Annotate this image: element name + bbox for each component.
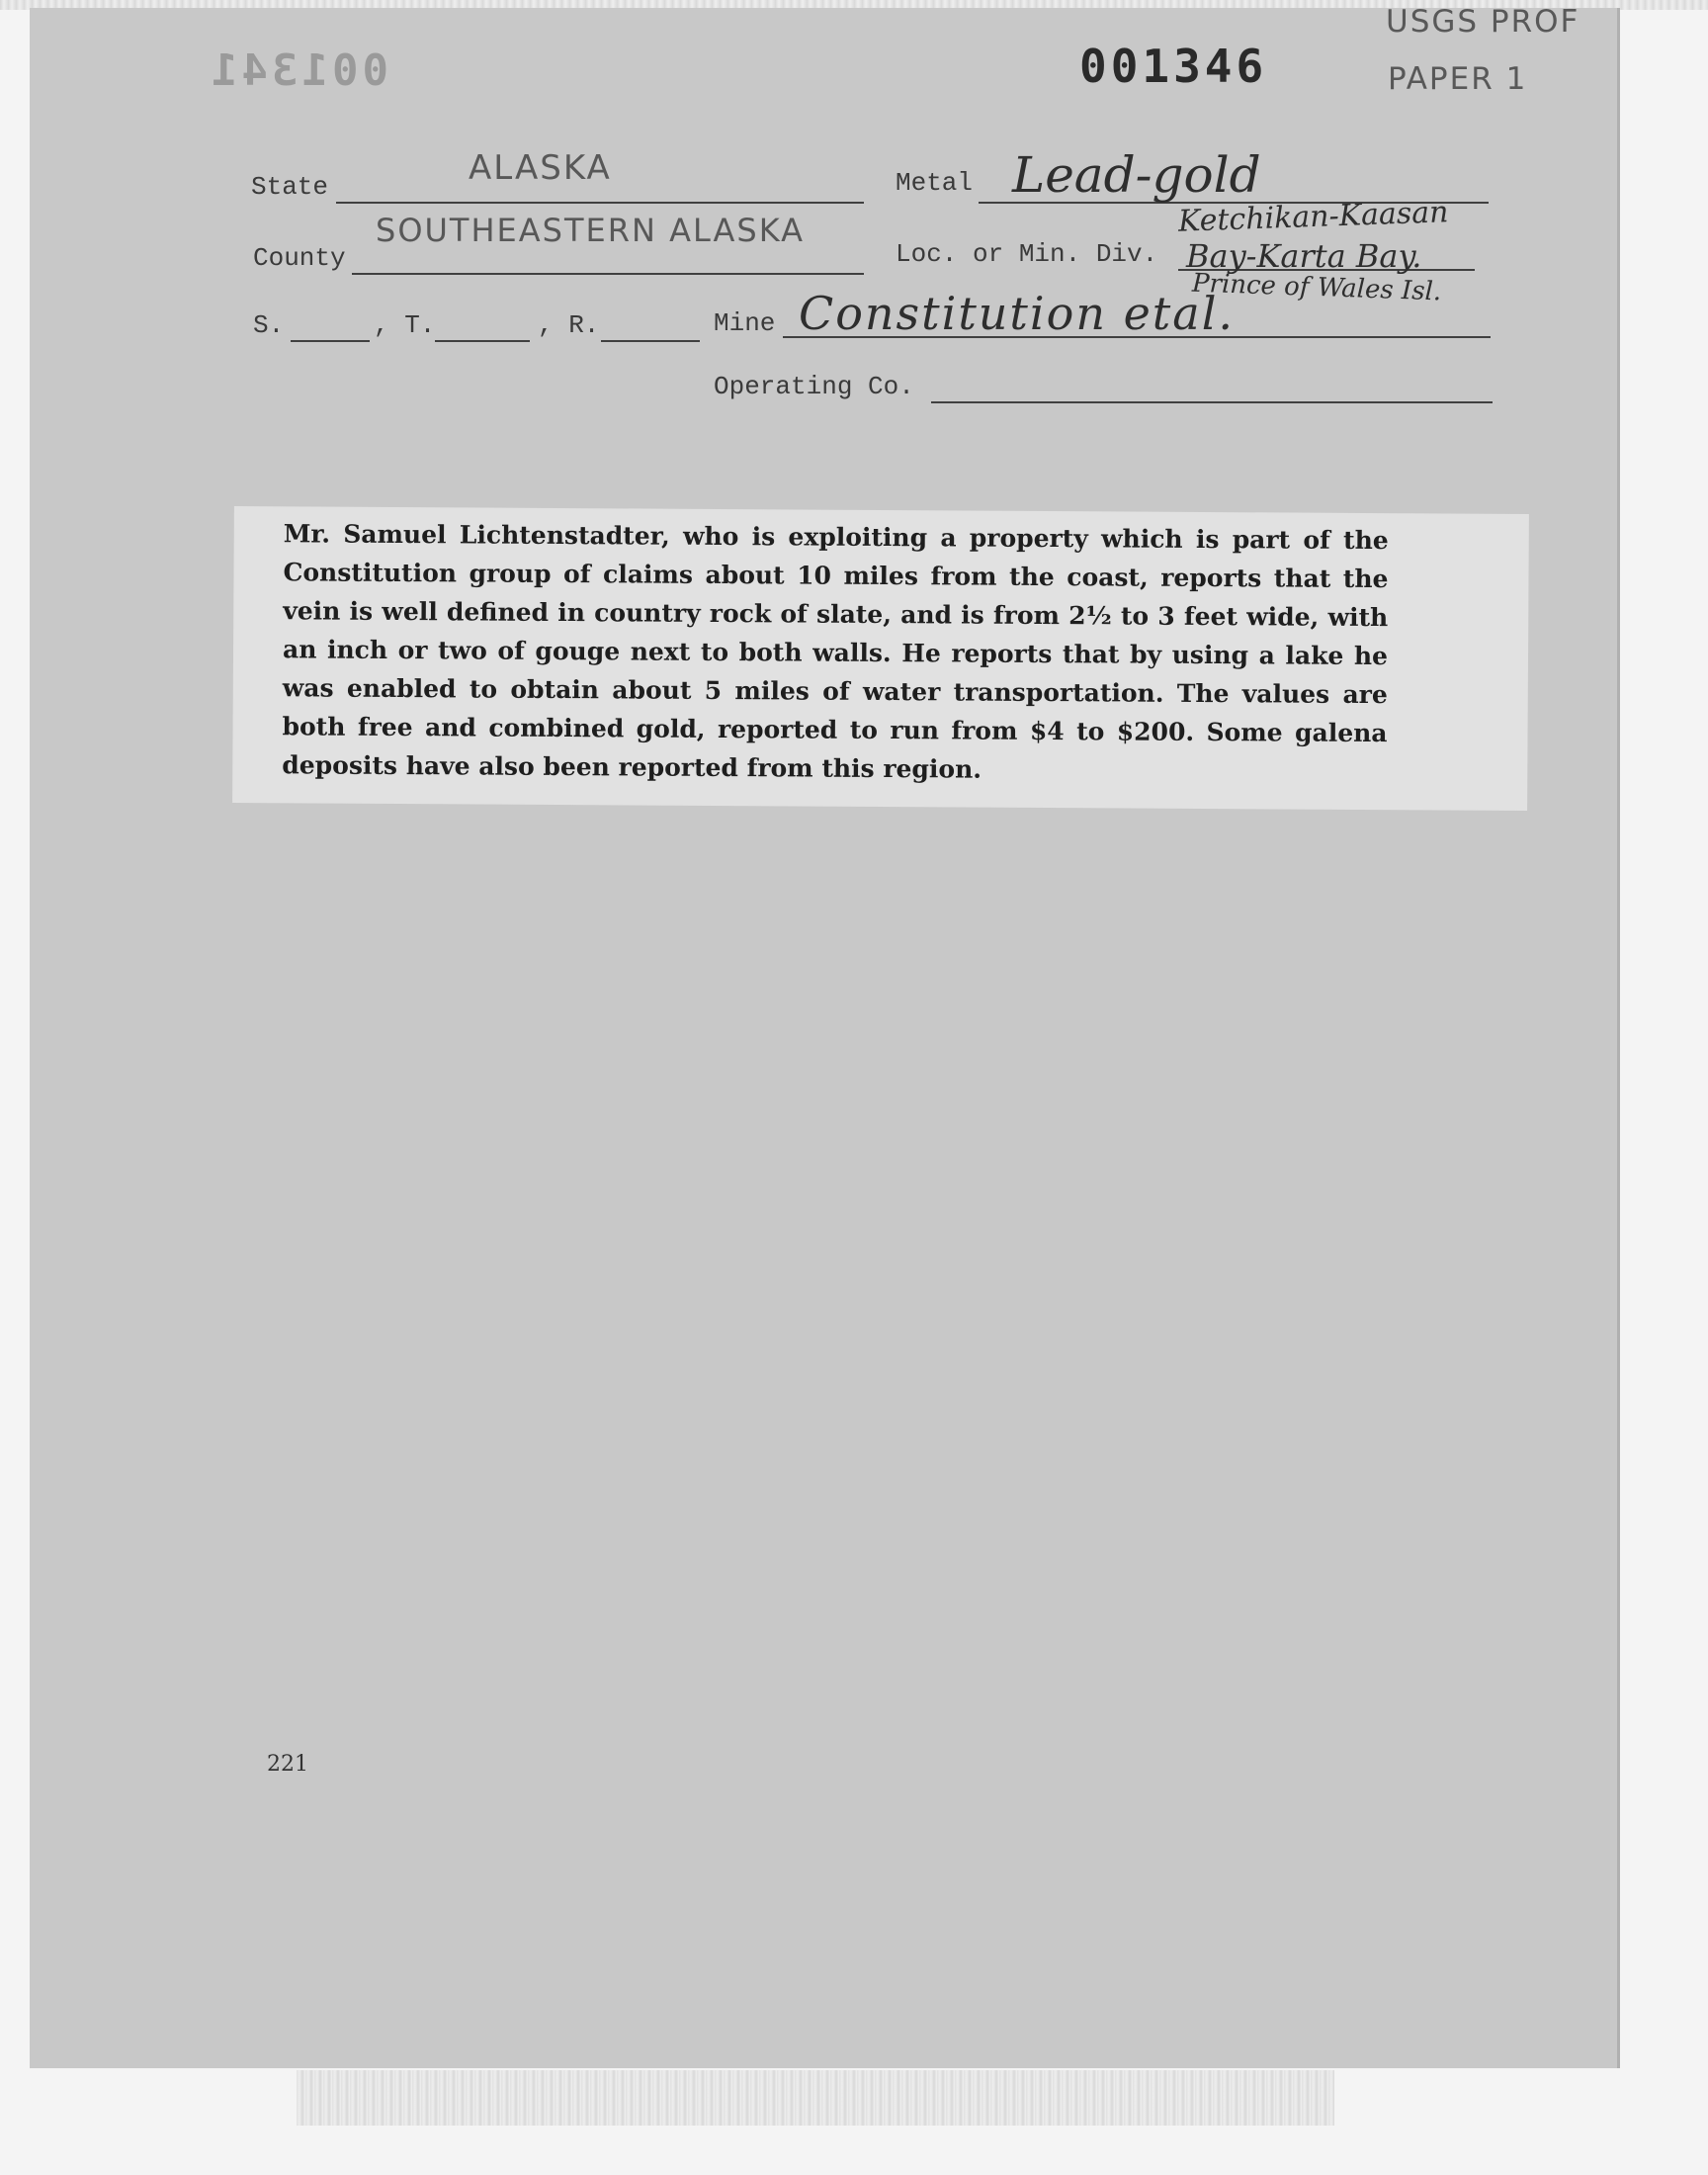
range-underline — [601, 340, 700, 342]
state-value: ALASKA — [469, 148, 612, 188]
scan-bottom-edge — [297, 2070, 1334, 2126]
township-underline — [435, 340, 530, 342]
source-stamp-line2: PAPER 1 — [1388, 61, 1528, 97]
loc-label: Loc. or Min. Div. — [896, 239, 1158, 269]
loc-value-line2: Bay-Karta Bay. — [1186, 237, 1422, 275]
metal-label: Metal — [896, 168, 974, 198]
state-underline — [336, 202, 864, 204]
township-label: , T. — [374, 310, 436, 340]
operating-co-underline — [931, 401, 1493, 403]
card-number: 001346 — [1079, 40, 1268, 93]
loc-value-line3: Prince of Wales Isl. — [1191, 268, 1442, 307]
clipping-text: Mr. Samuel Lichtenstadter, who is exploiting a property which is part of the Constitution group of claims about 10 miles from the coast, reports that the vein is well defined in country rock of slate, and is from 2½ to 3 feet wide, with an inch or two of gouge next to both walls. He reports that by using a lake he was enabled to obtain about 5 miles of water transportation. The values are both free and combined gold, reported to run from $4 to $200. Some galena deposits have also been reported from this region. — [282, 519, 1389, 784]
source-stamp-line1: USGS PROF — [1386, 4, 1580, 40]
section-label: S. — [253, 310, 285, 340]
range-label: , R. — [538, 310, 600, 340]
section-underline — [291, 340, 370, 342]
metal-value: Lead-gold — [1012, 146, 1261, 204]
mine-value: Constitution etal. — [799, 287, 1236, 340]
county-value: SOUTHEASTERN ALASKA — [376, 212, 806, 249]
operating-co-label: Operating Co. — [714, 372, 914, 401]
loc-value-line1: Ketchikan-Kaasan — [1177, 195, 1449, 239]
county-underline — [352, 273, 864, 275]
state-label: State — [251, 172, 329, 202]
mirrored-card-number: 001341 — [208, 45, 388, 96]
page-number: 221 — [267, 1752, 308, 1777]
pasted-clipping — [232, 506, 1529, 811]
mine-label: Mine — [714, 308, 776, 338]
county-label: County — [253, 243, 346, 273]
